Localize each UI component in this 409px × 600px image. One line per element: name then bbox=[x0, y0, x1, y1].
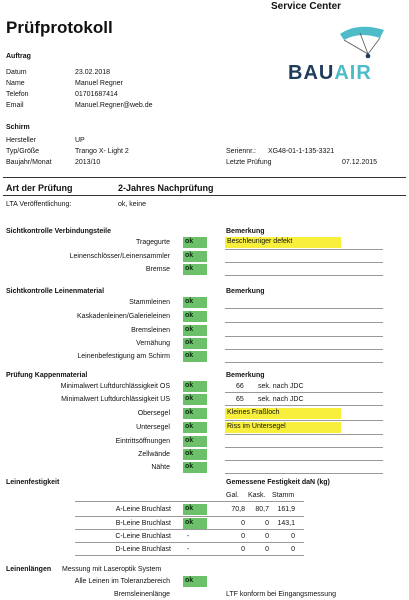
status-badge: ok bbox=[183, 351, 207, 362]
email-label: Email bbox=[6, 102, 24, 109]
status-badge: ok bbox=[183, 576, 207, 587]
remark-line bbox=[225, 405, 383, 406]
seriennr-value: XG48-01-1-135-3321 bbox=[268, 148, 335, 155]
luft-us-label: Minimalwert Luftdurchlässigkeit US bbox=[61, 396, 170, 403]
luft-os-value: 66 bbox=[236, 383, 244, 390]
bremsleinenlaenge-remark: LTF konform bei Eingangsmessung bbox=[226, 591, 336, 598]
status-badge: ok bbox=[183, 338, 207, 349]
toleranz-label: Alle Leinen im Toleranzbereich bbox=[74, 578, 170, 585]
status-badge: ok bbox=[183, 436, 207, 447]
c-kask: 0 bbox=[265, 533, 269, 540]
luft-os-remark: sek. nach JDC bbox=[258, 383, 304, 390]
remark-line bbox=[225, 336, 383, 337]
status-dash: - bbox=[187, 546, 190, 553]
status-badge: ok bbox=[183, 311, 207, 322]
hersteller-value: UP bbox=[75, 137, 85, 144]
table-line bbox=[75, 529, 304, 530]
hersteller-label: Hersteller bbox=[6, 137, 36, 144]
telefon-label: Telefon bbox=[6, 91, 29, 98]
remark-line bbox=[225, 460, 383, 461]
a-gal: 70,8 bbox=[231, 506, 245, 513]
remark-line bbox=[225, 420, 383, 421]
status-badge: ok bbox=[183, 422, 207, 433]
page-title: Prüfprotokoll bbox=[6, 18, 113, 37]
zellwaende-label: Zellwände bbox=[138, 451, 170, 458]
status-badge: ok bbox=[183, 251, 207, 262]
datum-value: 23.02.2018 bbox=[75, 69, 111, 76]
divider bbox=[3, 177, 406, 178]
leinenschloesser-label: Leinenschlösser/Leinensammler bbox=[69, 253, 170, 260]
logo-text-bau: BAU bbox=[288, 62, 335, 84]
a-stamm: 161,9 bbox=[277, 506, 295, 513]
laengen-method: Messung mit Laseroptik System bbox=[62, 566, 162, 573]
typ-label: Typ/Größe bbox=[6, 148, 40, 155]
art-label: Art der Prüfung bbox=[6, 183, 73, 193]
email-value: Manuel.Regner@web.de bbox=[75, 102, 153, 109]
bauair-logo bbox=[288, 20, 406, 90]
remark-line bbox=[225, 392, 383, 393]
status-badge: ok bbox=[183, 504, 207, 515]
bremse-label: Bremse bbox=[145, 266, 170, 273]
lta-value: ok, keine bbox=[118, 201, 147, 208]
kappe-heading: Prüfung Kappenmaterial bbox=[6, 372, 88, 379]
d-kask: 0 bbox=[265, 546, 269, 553]
remark-line bbox=[225, 447, 383, 448]
table-line bbox=[75, 555, 304, 556]
leinenmaterial-bemerkung: Bemerkung bbox=[226, 288, 265, 295]
untersegel-label: Untersegel bbox=[136, 424, 170, 431]
remark-line bbox=[225, 473, 383, 474]
baujahr-label: Baujahr/Monat bbox=[6, 159, 52, 166]
remark-line bbox=[225, 249, 383, 250]
schirm-heading: Schirm bbox=[6, 124, 30, 131]
obersegel-label: Obersegel bbox=[137, 410, 170, 417]
status-dash: - bbox=[187, 533, 190, 540]
status-badge: ok bbox=[183, 325, 207, 336]
a-kask: 80,7 bbox=[255, 506, 269, 513]
obersegel-remark: Kleines Fraßloch bbox=[225, 408, 341, 419]
name-label: Name bbox=[6, 80, 25, 87]
name-value: Manuel Regner bbox=[75, 80, 123, 87]
stammleinen-label: Stammleinen bbox=[129, 299, 170, 306]
festigkeit-measured-heading: Gemessene Festigkeit daN (kg) bbox=[226, 479, 330, 486]
logo-text-air: AIR bbox=[334, 62, 372, 84]
status-badge: ok bbox=[183, 237, 207, 248]
laengen-heading: Leinenlängen bbox=[6, 566, 52, 573]
verbindung-bemerkung: Bemerkung bbox=[226, 228, 265, 235]
d-gal: 0 bbox=[241, 546, 245, 553]
luft-us-remark: sek. nach JDC bbox=[258, 396, 304, 403]
divider bbox=[3, 195, 406, 196]
a-leine-label: A-Leine Bruchlast bbox=[115, 506, 171, 513]
status-badge: ok bbox=[183, 297, 207, 308]
luft-os-label: Minimalwert Luftdurchlässigkeit OS bbox=[60, 383, 170, 390]
col-gal: Gal. bbox=[226, 492, 239, 499]
leinenmaterial-heading: Sichtkontrolle Leinenmaterial bbox=[6, 288, 105, 295]
kappe-bemerkung: Bemerkung bbox=[226, 372, 265, 379]
d-leine-label: D-Leine Bruchlast bbox=[115, 546, 171, 553]
festigkeit-heading: Leinenfestigkeit bbox=[6, 479, 60, 486]
service-center-label: Service Center bbox=[271, 1, 342, 12]
verbindung-heading: Sichtkontrolle Verbindungsteile bbox=[6, 228, 112, 235]
kaskadenleinen-label: Kaskadenleinen/Galerieleinen bbox=[76, 313, 170, 320]
c-gal: 0 bbox=[241, 533, 245, 540]
remark-line bbox=[225, 322, 383, 323]
datum-label: Datum bbox=[6, 69, 27, 76]
d-stamm: 0 bbox=[291, 546, 295, 553]
b-kask: 0 bbox=[265, 520, 269, 527]
letzte-pruefung-label: Letzte Prüfung bbox=[226, 159, 272, 166]
remark-line bbox=[225, 362, 383, 363]
bremsleinenlaenge-label: Bremsleinenlänge bbox=[113, 591, 170, 598]
vernaehung-label: Vernähung bbox=[136, 340, 170, 347]
naehte-label: Nähte bbox=[151, 464, 170, 471]
b-gal: 0 bbox=[241, 520, 245, 527]
typ-value: Trango X- Light 2 bbox=[75, 148, 129, 155]
luft-us-value: 65 bbox=[236, 396, 244, 403]
status-badge: ok bbox=[183, 381, 207, 392]
auftrag-heading: Auftrag bbox=[6, 53, 31, 60]
telefon-value: 01701687414 bbox=[75, 91, 118, 98]
remark-line bbox=[225, 434, 383, 435]
b-stamm: 143,1 bbox=[277, 520, 295, 527]
leinenbefestigung-label: Leinenbefestigung am Schirm bbox=[77, 353, 170, 360]
c-leine-label: C-Leine Bruchlast bbox=[115, 533, 171, 540]
status-badge: ok bbox=[183, 408, 207, 419]
status-badge: ok bbox=[183, 264, 207, 275]
status-badge: ok bbox=[183, 462, 207, 473]
seriennr-label: Seriennr.: bbox=[226, 148, 256, 155]
tragegurte-label: Tragegurte bbox=[136, 239, 170, 246]
status-badge: ok bbox=[183, 449, 207, 460]
letzte-pruefung-value: 07.12.2015 bbox=[342, 159, 378, 166]
b-leine-label: B-Leine Bruchlast bbox=[115, 520, 171, 527]
remark-line bbox=[225, 349, 383, 350]
eintritt-label: Eintrittsöffnungen bbox=[115, 438, 170, 445]
col-kask: Kask. bbox=[248, 492, 266, 499]
bremsleinen-label: Bremsleinen bbox=[131, 327, 170, 334]
status-badge: ok bbox=[183, 394, 207, 405]
remark-line bbox=[225, 308, 383, 309]
remark-line bbox=[225, 262, 383, 263]
table-line bbox=[75, 542, 304, 543]
paraglider-icon bbox=[288, 20, 406, 64]
col-stamm: Stamm bbox=[272, 492, 295, 499]
untersegel-remark: Riss im Untersegel bbox=[225, 422, 341, 433]
art-value: 2-Jahres Nachprüfung bbox=[118, 183, 214, 193]
c-stamm: 0 bbox=[291, 533, 295, 540]
table-line bbox=[75, 501, 304, 502]
tragegurte-remark: Beschleuniger defekt bbox=[225, 237, 341, 248]
table-line bbox=[75, 516, 304, 517]
status-badge: ok bbox=[183, 518, 207, 529]
remark-line bbox=[225, 275, 383, 276]
baujahr-value: 2013/10 bbox=[75, 159, 101, 166]
lta-label: LTA Veröffentlichung: bbox=[6, 201, 72, 208]
